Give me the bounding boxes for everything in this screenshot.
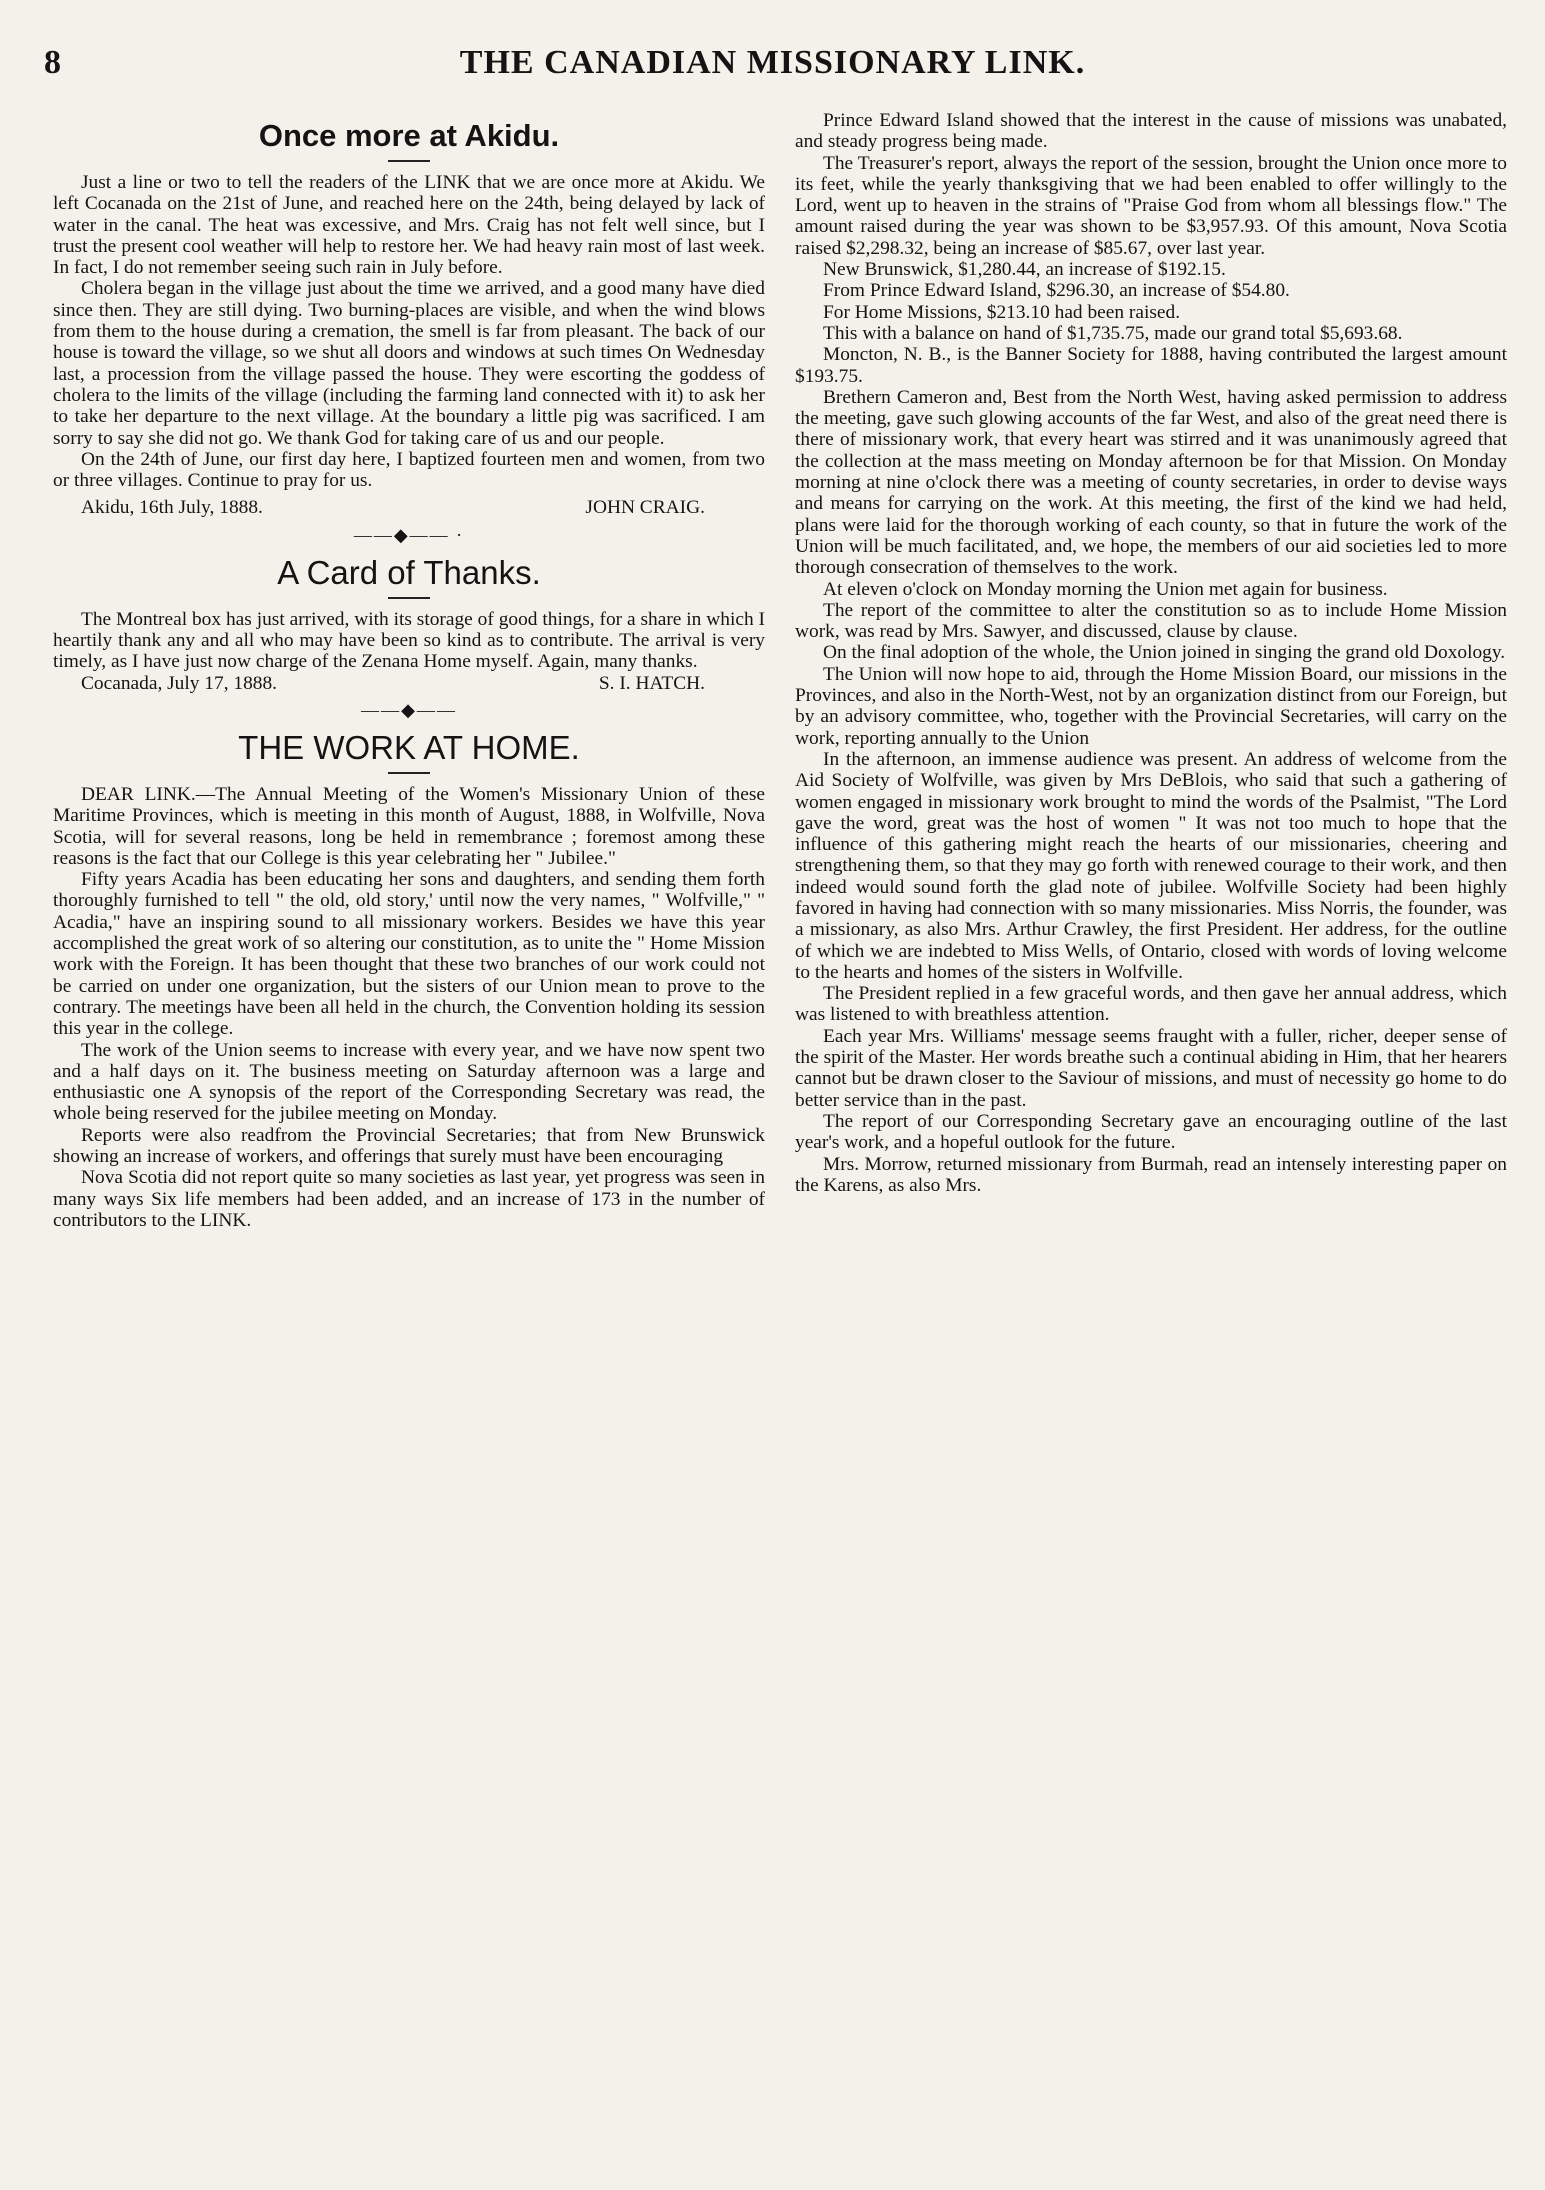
publication-title: THE CANADIAN MISSIONARY LINK.	[459, 44, 1086, 81]
article-paragraph: The Treasurer's report, always the report of the session, brought the Union once more to its feet, while the yearly thanksgiving that we had been enabled to offer willingly to the Lord, went up to heaven in the strains of "Praise God from whom all blessings flow." The amount raised during the year was shown to be $3,957.93. Of this amount, Nova Scotia raised $2,298.32, being an increase of $85.67, over last year.	[795, 152, 1507, 259]
page-header	[44, 44, 1501, 94]
right-column	[795, 110, 1507, 1196]
thanks-paragraph: The Montreal box has just arrived, with its storage of good things, for a share in which I heartily thank any and all who may have been so kind as to contribute. The arrival is very timely, as I have just now charge of the Zenana Home myself. Again, many thanks.	[53, 608, 765, 673]
work-paragraph: DEAR LINK.—The Annual Meeting of the Women's Missionary Union of these Maritime Provinces, which is meeting in this month of August, 1888, in Wolfville, Nova Scotia, will for several reasons, long be held in remembrance ; foremost among these reasons is the fact that our College is this year celebrating her " Jubilee."	[53, 783, 765, 869]
work-paragraph: Fifty years Acadia has been educating her sons and daughters, and sending them forth thoroughly furnished to tell " the old, old story,' until now the very names, " Wolfville," " Acadia," have an inspiring sound to all missionary workers. Besides we have this year accomplished the great work of so altering our constitution, as to unite the " Home Mission work with the Foreign. It has been thought that these two branches of our work could not be carried on under one organization, but the sisters of our Union mean to prove to the contrary. The meetings have been all held in the church, the Convention holding its session this year in the college.	[53, 869, 765, 1040]
article-title-thanks: A Card of Thanks.	[277, 553, 541, 591]
article-paragraph: In the afternoon, an immense audience was present. An address of welcome from the Aid Society of Wolfville, was given by Mrs DeBlois, who said that such a gathering of women engaged in missionary work brought to mind the words of the Psalmist, "The Lord gave the word, great was the host of women " It was not too much to hope that the influence of this gathering might reach the hearts of our missionaries, cheering and strengthening them, so that they may go forth with renewed courage to their work, and then indeed would sound forth the glad note of jubilee. Wolfville Society had been highly favored in having had connection with so many missionaries. Miss Norris, the founder, was a missionary, as also Mrs. Arthur Crawley, the first President. Her address, for the outline of which we are indebted to Miss Wells, of Ontario, closed with words of loving welcome to the hearts and homes of the sisters in Wolfville.	[795, 748, 1507, 983]
work-paragraph: The work of the Union seems to increase with every year, and we have now spent two and a half days on it. The business meeting on Saturday afternoon was a large and enthusiastic one A synopsis of the report of the Corresponding Secretary was read, the whole being reserved for the jubilee meeting on Monday.	[53, 1039, 765, 1125]
article-paragraph: At eleven o'clock on Monday morning the Union met again for business.	[823, 578, 1388, 600]
title-rule	[388, 160, 430, 162]
work-paragraph: Nova Scotia did not report quite so many societies as last year, yet progress was seen in many ways Six life members had been added, and an increase of 173 in the number of contributors to the LINK.	[53, 1167, 765, 1231]
title-rule	[388, 597, 430, 599]
article-paragraph: The report of our Corresponding Secretary gave an encouraging outline of the last year's work, and a hopeful outlook for the future.	[795, 1110, 1507, 1154]
article-paragraph: Brethern Cameron and, Best from the North West, having asked permission to address the meeting, gave such glowing accounts of the far West, and also of the great need there is there of missionary work, that every heart was stirred and it was unanimously agreed that the collection at the mass meeting on Monday afternoon be for that Mission. On Monday morning at nine o'clock there was a meeting of county secretaries, in order to devise ways and means for carrying on the work. At this meeting, the first of the kind we had held, plans were laid for the thorough working of each county, so that in future the work of the Union will be much facilitated, and, we hope, the members of our aid societies led to more thorough consecration of themselves to the work.	[795, 386, 1507, 579]
section-ornament: ——◆—— ·	[353, 524, 465, 545]
akidu-signature: JOHN CRAIG.	[585, 497, 705, 519]
article-title-work-at-home: THE WORK AT HOME.	[238, 728, 580, 766]
article-paragraph: Mrs. Morrow, returned missionary from Burmah, read an intensely interesting paper on the Karens, as also Mrs.	[795, 1153, 1507, 1196]
section-ornament: ——◆——	[361, 699, 457, 720]
akidu-signature-line	[53, 497, 765, 518]
thanks-place-date: Cocanada, July 17, 1888.	[81, 672, 278, 694]
article-paragraph: On the final adoption of the whole, the Union joined in singing the grand old Doxology.	[823, 642, 1506, 664]
akidu-place-date: Akidu, 16th July, 1888.	[81, 497, 263, 519]
akidu-paragraph: On the 24th of June, our first day here, I baptized fourteen men and women, from two or three villages. Continue to pray for us.	[53, 448, 765, 492]
thanks-signature-line	[53, 673, 765, 694]
article-paragraph: Each year Mrs. Williams' message seems fraught with a fuller, richer, deeper sense of the spirit of the Master. Her words breathe such a continual abiding in Him, that her hearers cannot but be drawn closer to the Saviour of missions, and must of necessity go home to do better service than in the past.	[795, 1025, 1507, 1111]
article-paragraph: For Home Missions, $213.10 had been raised.	[823, 301, 1181, 323]
left-column	[53, 110, 765, 1231]
article-paragraph: New Brunswick, $1,280.44, an increase of $192.15.	[823, 259, 1226, 281]
article-paragraph: The Union will now hope to aid, through the Home Mission Board, our missions in the Provinces, and also in the North-West, not by an organization distinct from our Foreign, but by an advisory committee, who, together with the Provincial Secretaries, will carry on the work, reporting annually to the Union	[795, 663, 1507, 749]
akidu-paragraph: Just a line or two to tell the readers of the LINK that we are once more at Akidu. We left Cocanada on the 21st of June, and reached here on the 24th, being delayed by lack of water in the canal. The heat was excessive, and Mrs. Craig has not felt well since, but I trust the present cool weather will help to restore her. We had heavy rain most of last week. In fact, I do not remember seeing such rain in July before.	[53, 172, 765, 279]
article-paragraph: This with a balance on hand of $1,735.75, made our grand total $5,693.68.	[823, 322, 1403, 344]
article-paragraph: Moncton, N. B., is the Banner Society for 1888, having contributed the largest amount $193.75.	[795, 344, 1507, 387]
title-rule	[388, 772, 430, 774]
article-title-akidu: Once more at Akidu.	[258, 118, 560, 153]
thanks-signature: S. I. HATCH.	[598, 672, 705, 694]
akidu-paragraph: Cholera began in the village just about the time we arrived, and a good many have died since then. They are still dying. Two burning-places are visible, and when the wind blows from them to the house during a cremation, the smell is far from pleasant. The back of our house is toward the village, so we shut all doors and windows at such times On Wednesday last, a procession from the village passed the house. They were escorting the goddess of cholera to the limits of the village (including the farming land connected with it) to ask her to take her departure to the next village. At the boundary a little pig was sacrificed. I am sorry to say she did not go. We thank God for taking care of us and our people.	[53, 278, 765, 449]
work-paragraph: Reports were also readfrom the Provincial Secretaries; that from New Brunswick showing an increase of workers, and offerings that surely must have been encouraging	[53, 1124, 765, 1167]
article-paragraph: Prince Edward Island showed that the interest in the cause of missions was unabated, and steady progress being made.	[795, 110, 1507, 153]
article-paragraph: The President replied in a few graceful words, and then gave her annual address, which was listened to with breathless attention.	[795, 983, 1507, 1026]
article-paragraph: From Prince Edward Island, $296.30, an increase of $54.80.	[823, 280, 1290, 302]
article-paragraph: The report of the committee to alter the constitution so as to include Home Mission work, was read by Mrs. Sawyer, and discussed, clause by clause.	[795, 599, 1507, 643]
page-number: 8	[44, 44, 61, 81]
